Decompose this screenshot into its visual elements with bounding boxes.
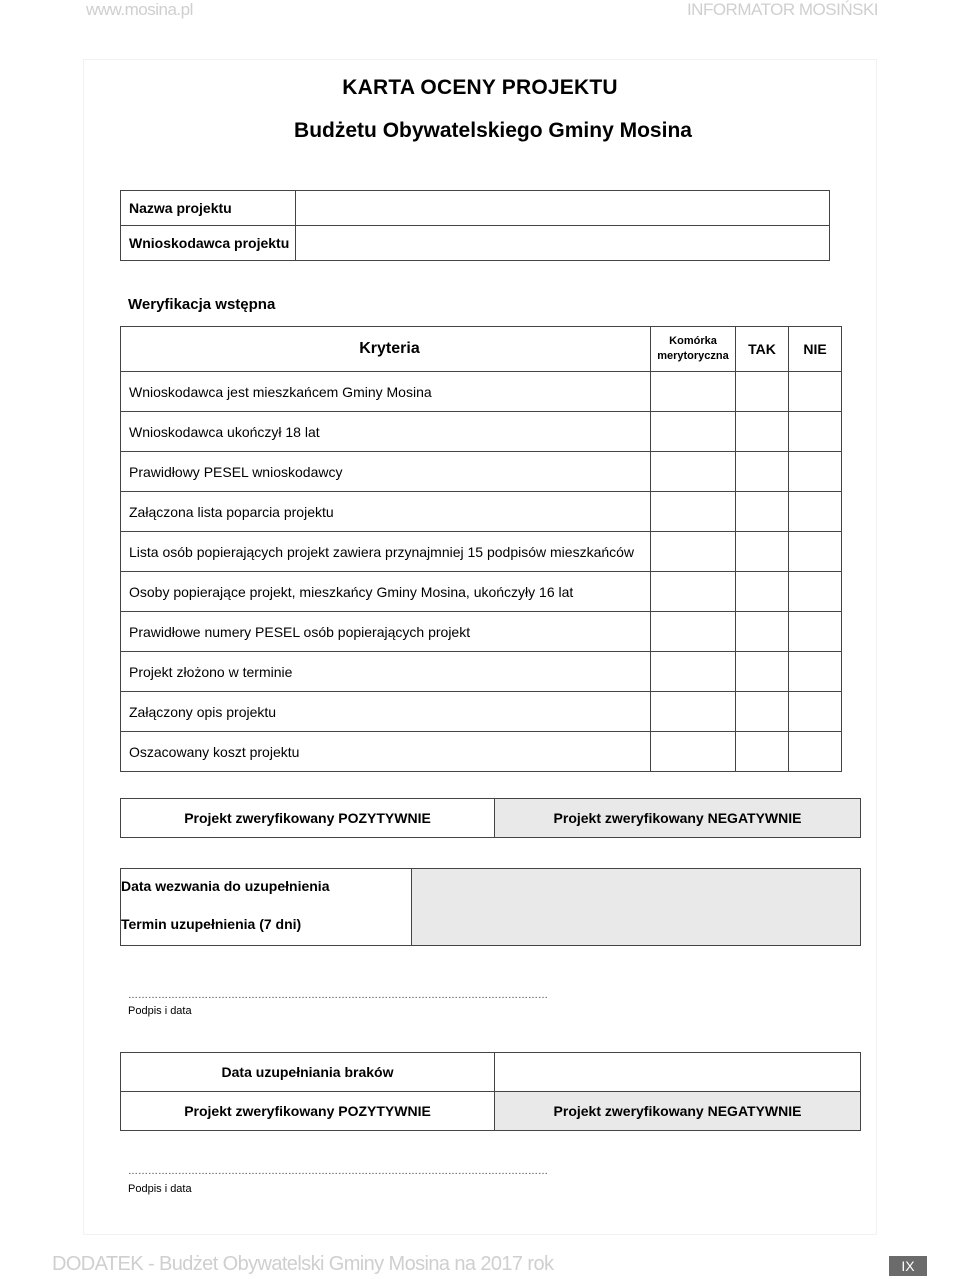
project-name-label: Nazwa projektu: [121, 191, 296, 226]
criterion-label: Lista osób popierających projekt zawiera przynajmniej 15 podpisów mieszkańców: [121, 532, 651, 572]
footer-text: [52, 1253, 553, 1276]
unit-cell[interactable]: [651, 412, 736, 452]
criterion-label: Oszacowany koszt projektu: [121, 732, 651, 772]
yes-cell[interactable]: [736, 412, 789, 452]
yes-cell[interactable]: [736, 732, 789, 772]
criteria-row: [121, 412, 842, 452]
yes-cell[interactable]: [736, 652, 789, 692]
header-publication: INFORMATOR MOSIŃSKI: [686, 0, 878, 19]
unit-cell[interactable]: [651, 452, 736, 492]
yes-cell[interactable]: [736, 452, 789, 492]
unit-cell[interactable]: [651, 372, 736, 412]
yes-cell[interactable]: [736, 532, 789, 572]
no-cell[interactable]: [789, 452, 842, 492]
unit-cell[interactable]: [651, 492, 736, 532]
criteria-row: [121, 532, 842, 572]
footer-title: Budżet Obywatelski Gminy Mosina na 2017 rok: [158, 1253, 554, 1275]
criteria-row: [121, 492, 842, 532]
criteria-row: [121, 572, 842, 612]
criteria-row: [121, 452, 842, 492]
criteria-header: Kryteria: [121, 327, 651, 372]
yes-cell[interactable]: [736, 612, 789, 652]
page-number: IX: [889, 1256, 927, 1276]
unit-cell[interactable]: [651, 732, 736, 772]
call-date-label: Data wezwania do uzupełnienia: [121, 869, 412, 904]
criteria-table: [120, 326, 842, 772]
no-cell[interactable]: [789, 412, 842, 452]
no-cell[interactable]: [789, 372, 842, 412]
criteria-row: [121, 732, 842, 772]
yes-cell[interactable]: [736, 492, 789, 532]
verification-result-table: [120, 798, 861, 838]
fill-positive-label: Projekt zweryfikowany POZYTYWNIE: [184, 1103, 431, 1119]
fill-date-table: [120, 1052, 861, 1131]
criteria-row: [121, 372, 842, 412]
unit-cell[interactable]: [651, 652, 736, 692]
signature-label: Podpis i data: [128, 1183, 192, 1195]
document-title: KARTA OCENY PROJEKTU: [342, 76, 618, 99]
project-info-table: [120, 190, 830, 261]
applicant-field[interactable]: [296, 226, 830, 261]
unit-cell[interactable]: [651, 692, 736, 732]
criteria-row: [121, 692, 842, 732]
no-cell[interactable]: [789, 612, 842, 652]
fill-negative-label: Projekt zweryfikowany NEGATYWNIE: [553, 1103, 802, 1119]
verified-positive-label: Projekt zweryfikowany POZYTYWNIE: [184, 810, 431, 826]
verified-negative-option[interactable]: [495, 799, 861, 838]
deadline-label: Termin uzupełnienia (7 dni): [121, 903, 412, 946]
criterion-label: Prawidłowe numery PESEL osób popierających projekt: [121, 612, 651, 652]
no-cell[interactable]: [789, 652, 842, 692]
criteria-row: [121, 612, 842, 652]
unit-cell[interactable]: [651, 532, 736, 572]
unit-header: Komórka merytoryczna: [651, 327, 736, 372]
document-subtitle: Budżetu Obywatelskiego Gminy Mosina: [294, 119, 692, 142]
fill-positive-option[interactable]: [121, 1092, 495, 1131]
no-cell[interactable]: [789, 532, 842, 572]
yes-cell[interactable]: [736, 372, 789, 412]
criterion-label: Załączony opis projektu: [121, 692, 651, 732]
yes-cell[interactable]: [736, 692, 789, 732]
criteria-row: [121, 652, 842, 692]
criterion-label: Osoby popierające projekt, mieszkańcy Gminy Mosina, ukończyły 16 lat: [121, 572, 651, 612]
supplement-dates-table: [120, 868, 861, 946]
fill-negative-option[interactable]: [495, 1092, 861, 1131]
no-header: NIE: [789, 327, 842, 372]
section-title-verification: Weryfikacja wstępna: [128, 296, 276, 313]
no-cell[interactable]: [789, 492, 842, 532]
no-cell[interactable]: [789, 572, 842, 612]
footer-prefix: DODATEK: [52, 1253, 143, 1275]
unit-cell[interactable]: [651, 612, 736, 652]
project-name-field[interactable]: [296, 191, 830, 226]
header-website: www.mosina.pl: [86, 0, 193, 19]
signature-label: Podpis i data: [128, 1005, 192, 1017]
criterion-label: Wnioskodawca ukończył 18 lat: [121, 412, 651, 452]
footer-separator: -: [143, 1253, 159, 1275]
supplement-dates-field[interactable]: [412, 869, 861, 946]
fill-date-field[interactable]: [495, 1053, 861, 1092]
no-cell[interactable]: [789, 692, 842, 732]
yes-header: TAK: [736, 327, 789, 372]
criterion-label: Prawidłowy PESEL wnioskodawcy: [121, 452, 651, 492]
yes-cell[interactable]: [736, 572, 789, 612]
fill-date-label: Data uzupełniania braków: [121, 1053, 495, 1092]
criterion-label: Wnioskodawca jest mieszkańcem Gminy Mosina: [121, 372, 651, 412]
signature-line: ………………………………………………………………………………………………………………: [128, 1166, 548, 1177]
criterion-label: Projekt złożono w terminie: [121, 652, 651, 692]
signature-line: ………………………………………………………………………………………………………………: [128, 990, 548, 1001]
verified-negative-label: Projekt zweryfikowany NEGATYWNIE: [553, 810, 802, 826]
no-cell[interactable]: [789, 732, 842, 772]
unit-cell[interactable]: [651, 572, 736, 612]
applicant-label: Wnioskodawca projektu: [121, 226, 296, 261]
criterion-label: Załączona lista poparcia projektu: [121, 492, 651, 532]
verified-positive-option[interactable]: [121, 799, 495, 838]
